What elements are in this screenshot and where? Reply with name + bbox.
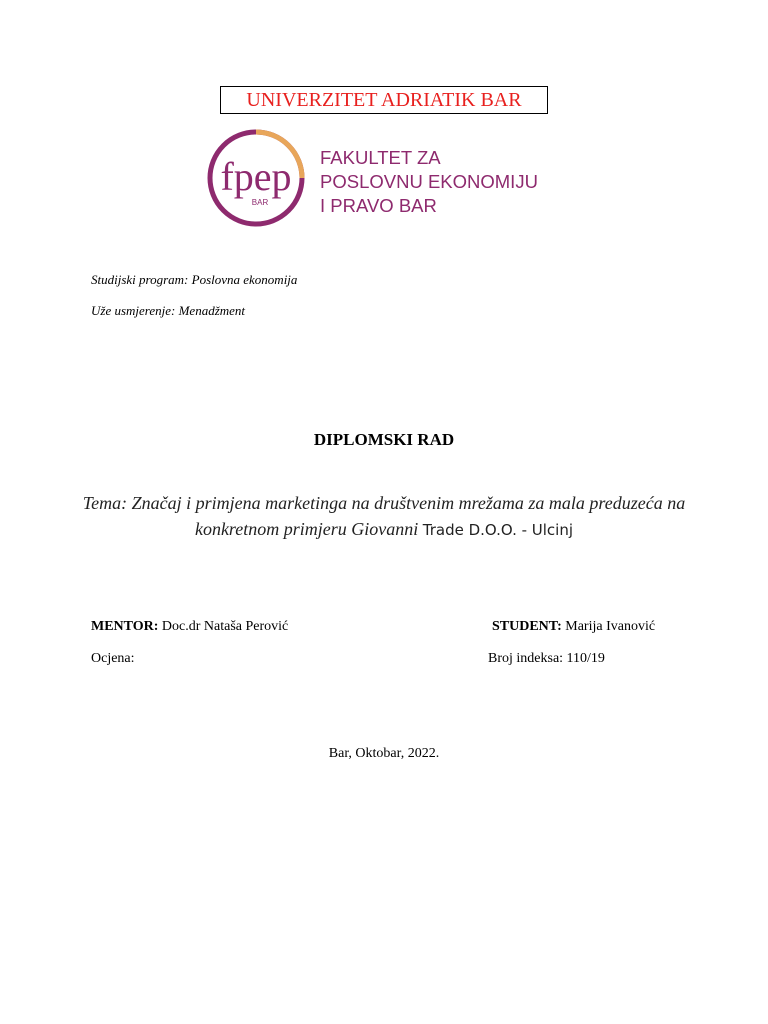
logo-sub: BAR (251, 198, 269, 207)
faculty-name (320, 146, 538, 218)
thesis-topic-company: Trade D.O.O. - Ulcinj (422, 521, 574, 539)
specialization: Uže usmjerenje: Menadžment (91, 303, 246, 318)
student-line (492, 619, 655, 635)
thesis-topic-main: Tema: Značaj i primjena marketinga na društvenim mrežama za mala preduzeća na konkretnom primjeru Giovanni (82, 493, 686, 539)
grade-label: Ocjena: (91, 651, 135, 666)
fpep-logo (202, 128, 310, 228)
thesis-topic (60, 490, 708, 543)
study-program: Studijski program: Poslovna ekonomija (91, 272, 298, 287)
student-name: Marija Ivanović (561, 619, 656, 634)
index-number: Broj indeksa: 110/19 (488, 651, 605, 666)
mentor-name: Doc.dr Nataša Perović (158, 619, 289, 634)
student-label: STUDENT: (492, 619, 562, 634)
faculty-name-line2: POSLOVNU EKONOMIJU (320, 171, 538, 192)
faculty-name-line1: FAKULTET ZA (320, 147, 441, 168)
thesis-type: DIPLOMSKI RAD (313, 430, 455, 449)
mentor-line (91, 619, 288, 635)
place-date: Bar, Oktobar, 2022. (328, 746, 440, 761)
mentor-label: MENTOR: (91, 619, 159, 634)
logo-wordmark: fpep (220, 154, 292, 199)
university-title: UNIVERZITET ADRIATIK BAR (220, 86, 548, 114)
faculty-name-line3: I PRAVO BAR (320, 195, 437, 216)
